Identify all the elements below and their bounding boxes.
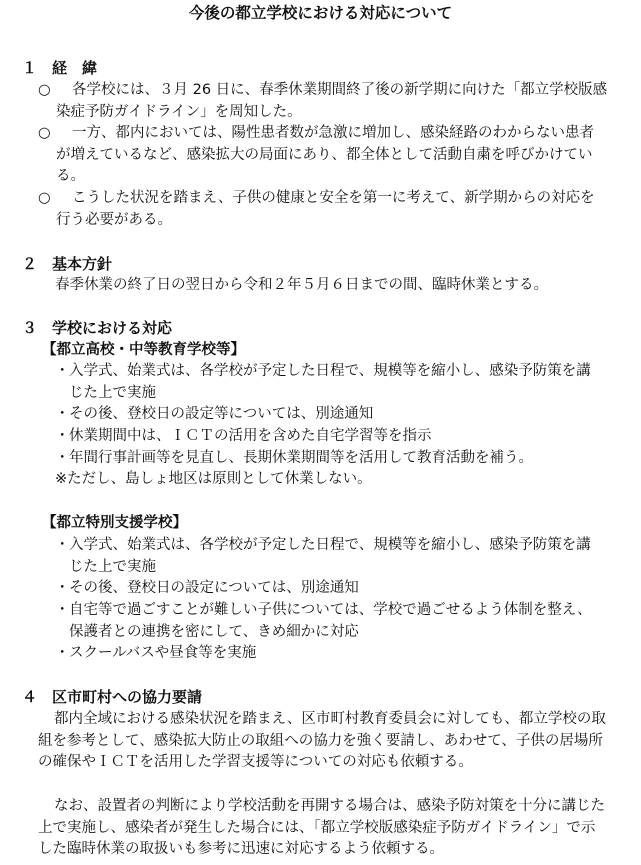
dot-bullet-icon: ・ (55, 645, 70, 661)
circle-bullet-icon: ○ (38, 190, 51, 206)
section-1-title: 経 緯 (52, 59, 98, 77)
group-1-label: 【都立高校・中等教育学校等】 (42, 342, 245, 358)
group-1-item-1-text: 入学式、始業式は、各学校が予定した日程で、規模等を縮小し、感染予防策を講じた上で実施 (69, 363, 591, 401)
group-2-item-1-text: 入学式、始業式は、各学校が予定した日程で、規模等を縮小し、感染予防策を講じた上で実施 (69, 537, 591, 575)
dot-bullet-icon: ・ (55, 363, 70, 379)
group-2-item-4 (55, 643, 605, 665)
group-1-item-2-text: その後、登校日の設定等については、別途通知 (69, 406, 374, 422)
section-3-heading (22, 318, 172, 338)
group-1-item-1 (55, 361, 605, 404)
circle-bullet-icon: ○ (38, 125, 51, 141)
group-2-item-1 (55, 535, 605, 578)
dot-bullet-icon: ・ (55, 580, 70, 596)
dot-bullet-icon: ・ (55, 537, 70, 553)
group-1-item-4 (55, 448, 605, 470)
section-2-title: 基本方針 (52, 255, 113, 273)
group-2-item-2-text: その後、登校日の設定については、別途通知 (69, 580, 359, 596)
section-1-item-1 (38, 80, 608, 123)
section-3-title: 学校における対応 (52, 319, 173, 337)
section-1-item-2-text: 一方、都内においては、陽性患者数が急激に増加し、感染経路のわからない患者が増えているなど、感染拡大の局面にあり、都全体として活動自粛を呼びかけている。 (56, 125, 594, 184)
group-2-item-3 (55, 600, 605, 643)
section-1-item-3-text: こうした状況を踏まえ、子供の健康と安全を第一に考えて、新学期からの対応を行う必要がある。 (56, 190, 595, 228)
section-1-item-2 (38, 123, 608, 188)
document-title: 今後の都立学校における対応について (188, 4, 453, 22)
group-2-label: 【都立特別支援学校】 (42, 515, 187, 531)
group-1-item-3 (55, 426, 605, 448)
circle-bullet-icon: ○ (38, 82, 51, 98)
section-4-title: 区市町村への協力要請 (52, 688, 203, 706)
section-4-number: ４ (22, 688, 38, 706)
section-4-heading (22, 687, 202, 707)
section-2-text: 春季休業の終了日の翌日から令和２年５月６日までの間、臨時休業とする。 (55, 277, 548, 293)
section-2-heading (22, 254, 112, 274)
group-1-item-2 (55, 404, 605, 426)
group-2-item-3-text: 自宅等で過ごすことが難しい子供については、学校で過ごせるよう体制を整え、保護者との連携を密にして、きめ細かに対応 (69, 602, 592, 640)
dot-bullet-icon: ・ (55, 450, 70, 466)
section-1-heading (22, 58, 97, 78)
section-2-number: ２ (22, 255, 38, 273)
group-1-item-3-text: 休業期間中は、ＩＣＴの活用を含めた自宅学習等を指示 (69, 428, 432, 444)
section-1-item-1-text: 各学校には、３月 26 日に、春季休業期間終了後の新学期に向けた「都立学校版感染症予防ガイドライン」を周知した。 (56, 82, 608, 120)
section-3-number: ３ (22, 319, 38, 337)
section-4-paragraph-1: 都内全域における感染状況を踏まえ、区市町村教育委員会に対しても、都立学校の取組を参考として、感染拡大防止の取組への協力を強く要請し、あわせて、子供の居場所の確保やＩＣＴを活用した学習支援等についての対応も依頼する。 (38, 711, 606, 770)
section-4-paragraph-2: なお、設置者の判断により学校活動を再開する場合は、感染予防対策を十分に講じた上で実施し、感染者が発生した場合には、「都立学校版感染症予防ガイドライン」で示した臨時休業の取扱いも参考に迅速に対応するよう依頼する。 (38, 798, 605, 857)
dot-bullet-icon: ・ (55, 602, 70, 618)
group-2-item-4-text: スクールバスや昼食等を実施 (69, 645, 257, 661)
dot-bullet-icon: ・ (55, 428, 70, 444)
section-1-item-3 (38, 188, 608, 231)
group-1-note: ※ただし、島しょ地区は原則として休業しない。 (55, 471, 372, 487)
group-2-item-2 (55, 578, 605, 600)
dot-bullet-icon: ・ (55, 406, 70, 422)
section-1-number: １ (22, 59, 38, 77)
group-1-item-4-text: 年間行事計画等を見直し、長期休業期間等を活用して教育活動を補う。 (69, 450, 533, 466)
